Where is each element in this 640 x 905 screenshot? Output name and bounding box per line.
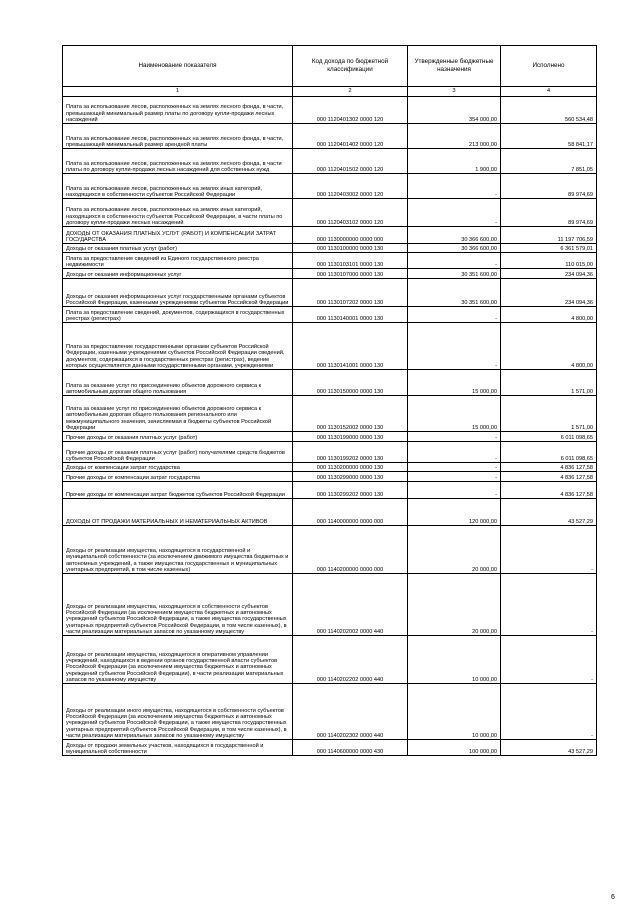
row-approved: 1 900,00 [408, 149, 501, 174]
column-number: 4 [501, 87, 597, 97]
row-name: Плата за предоставление государственными органами субъектов Российской Федерации, казенными учреждениями субъектов Российской Федерации сведений, документов, содержащихся в государственных реестрах (регистрах), ведение которых осуществляется данными государственными органами, учреждениями [63, 323, 293, 370]
row-approved: 100 000,00 [408, 740, 501, 756]
row-code: 000 1130140001 0000 130 [293, 307, 408, 323]
row-code: 000 1120401402 0000 120 [293, 124, 408, 149]
row-approved: - [408, 323, 501, 370]
row-code: 000 1140202302 0000 440 [293, 684, 408, 740]
row-code: 000 1140202002 0000 440 [293, 574, 408, 636]
row-code: 000 1130000000 0000 000 [293, 227, 408, 244]
table-row [63, 149, 597, 174]
row-name: Плата за использование лесов, расположенных на землях лесного фонда, в части платы по договору купли-продажи лесных насаждений для собственных нужд [63, 149, 293, 174]
header-executed: Исполнено [501, 46, 597, 87]
row-executed: 4 836 127,58 [501, 463, 597, 472]
table-row [63, 244, 597, 253]
row-approved: - [408, 472, 501, 482]
row-executed: 1 571,00 [501, 396, 597, 432]
row-code: 000 1140000000 0000 000 [293, 499, 408, 526]
column-number-row [63, 87, 597, 97]
row-name: Доходы от реализации имущества, находящегося в государственной и муниципальной собственности (за исключением движимого имущества бюджетных и автономных учреждений, а также имущества государственных и муниципальных унитарных предприятий, в том числе казенных) [63, 526, 293, 574]
row-approved: - [408, 174, 501, 199]
row-approved: 354 000,00 [408, 97, 501, 124]
row-executed: - [501, 636, 597, 684]
table-row [63, 526, 597, 574]
row-executed: - [501, 574, 597, 636]
row-name: Доходы от реализации имущества, находящегося в оперативном управлении учреждений, находящихся в ведении органов государственной власти субъектов Российской Федерации (за исключением имущества бюджетных и автономных учреждений субъектов Российской Федерации), в части реализации материальных запасов по указанному имуществу [63, 636, 293, 684]
row-code: 000 1130141001 0000 130 [293, 323, 408, 370]
table-row [63, 124, 597, 149]
row-approved: 120 000,00 [408, 499, 501, 526]
row-executed: 4 836 127,58 [501, 482, 597, 499]
column-number: 2 [293, 87, 408, 97]
row-executed: 4 800,00 [501, 307, 597, 323]
row-approved: 30 351 600,00 [408, 269, 501, 279]
row-approved: - [408, 253, 501, 269]
row-name: ДОХОДЫ ОТ ОКАЗАНИЯ ПЛАТНЫХ УСЛУГ (РАБОТ) И КОМПЕНСАЦИИ ЗАТРАТ ГОСУДАРСТВА [63, 227, 293, 244]
header-approved: Утвержденные бюджетные назначения [408, 46, 501, 87]
row-executed: 234 094,36 [501, 279, 597, 307]
row-name: Плата за предоставление сведений, документов, содержащихся в государственных реестрах (регистрах) [63, 307, 293, 323]
row-code: 000 1130103101 0000 130 [293, 253, 408, 269]
row-approved: 15 000,00 [408, 370, 501, 396]
row-name: Плата за использование лесов, расположенных на землях иных категорий, находящихся в собственности субъектов Российской Федерации, в части платы по договору купли-продажи лесных насаждений [63, 199, 293, 227]
table-row [63, 279, 597, 307]
row-approved: 15 000,00 [408, 396, 501, 432]
row-name: Плата за использование лесов, расположенных на землях лесного фонда, в части, превышающей минимальный размер арендной платы [63, 124, 293, 149]
row-approved: 10 000,00 [408, 636, 501, 684]
row-executed: 4 836 127,58 [501, 472, 597, 482]
row-executed: - [501, 526, 597, 574]
row-name: Доходы от реализации имущества, находящегося в собственности субъектов Российской Федерации (за исключением имущества бюджетных и автономных учреждений субъектов Российской Федерации, а также имущества государственных унитарных предприятий субъектов Российской Федерации, в том числе казенных), в части реализации материальных запасов по указанному имуществу [63, 574, 293, 636]
table-row [63, 499, 597, 526]
row-code: 000 1130199000 0000 130 [293, 432, 408, 442]
row-name: Плата за использование лесов, расположенных на землях иных категорий, находящихся в собственности субъектов Российской Федерации [63, 174, 293, 199]
row-executed: 43 527,29 [501, 740, 597, 756]
row-approved: 30 351 600,00 [408, 279, 501, 307]
row-code: 000 1130107000 0000 130 [293, 269, 408, 279]
row-executed: 1 571,00 [501, 370, 597, 396]
table-row [63, 174, 597, 199]
row-approved: 213 000,00 [408, 124, 501, 149]
row-code: 000 1120403002 0000 120 [293, 174, 408, 199]
row-approved: - [408, 482, 501, 499]
row-code: 000 1140200000 0000 000 [293, 526, 408, 574]
table-row [63, 482, 597, 499]
row-executed: 89 974,69 [501, 174, 597, 199]
row-executed: 6 011 098,65 [501, 432, 597, 442]
row-name: Плата за предоставление сведений из Единого государственного реестра недвижимости [63, 253, 293, 269]
table-row [63, 97, 597, 124]
row-code: 000 1130100000 0000 130 [293, 244, 408, 253]
row-executed: - [501, 684, 597, 740]
row-approved: 10 000,00 [408, 684, 501, 740]
row-code: 000 1120403102 0000 120 [293, 199, 408, 227]
table-row [63, 684, 597, 740]
row-code: 000 1130200000 0000 130 [293, 463, 408, 472]
row-name: Плата за оказание услуг по присоединению объектов дорожного сервиса к автомобильным дорогам общего пользования регионального или межмуниципального значения, зачисляемая в бюджеты субъектов Российской Федерации [63, 396, 293, 432]
row-approved: 30 366 600,00 [408, 244, 501, 253]
row-approved: 30 366 600,00 [408, 227, 501, 244]
column-number: 1 [63, 87, 293, 97]
row-executed: 560 534,48 [501, 97, 597, 124]
header-indicator-name: Наименование показателя [63, 46, 293, 87]
table-row [63, 463, 597, 472]
table-header-row [63, 46, 597, 87]
row-executed: 11 197 706,59 [501, 227, 597, 244]
table-row [63, 199, 597, 227]
row-name: Доходы от продажи земельных участков, находящихся в государственной и муниципальной собственности [63, 740, 293, 756]
row-code: 000 1120401302 0000 120 [293, 97, 408, 124]
row-code: 000 1130299000 0000 130 [293, 472, 408, 482]
row-name: Плата за оказание услуг по присоединению объектов дорожного сервиса к автомобильным дорогам общего пользования [63, 370, 293, 396]
table-row [63, 227, 597, 244]
table-row [63, 472, 597, 482]
row-executed: 6 011 098,65 [501, 442, 597, 463]
row-executed: 43 527,29 [501, 499, 597, 526]
table-row [63, 432, 597, 442]
row-executed: 7 851,05 [501, 149, 597, 174]
row-code: 000 1130107202 0000 130 [293, 279, 408, 307]
row-name: Прочие доходы от компенсации затрат бюджетов субъектов Российской Федерации [63, 482, 293, 499]
row-name: Доходы от оказания информационных услуг государственными органами субъектов Российской Федерации, казенными учреждениями субъектов Российской Федерации [63, 279, 293, 307]
column-number: 3 [408, 87, 501, 97]
row-code: 000 1130199202 0000 130 [293, 442, 408, 463]
row-executed: 58 841,17 [501, 124, 597, 149]
row-approved: - [408, 432, 501, 442]
table-row [63, 323, 597, 370]
table-row [63, 370, 597, 396]
row-name: Доходы от компенсации затрат государства [63, 463, 293, 472]
table-row [63, 396, 597, 432]
page-number: 6 [611, 894, 615, 901]
row-code: 000 1140202202 0000 440 [293, 636, 408, 684]
row-code: 000 1130150000 0000 130 [293, 370, 408, 396]
row-name: Доходы от оказания информационных услуг [63, 269, 293, 279]
row-executed: 234 094,36 [501, 269, 597, 279]
row-name: Прочие доходы от компенсации затрат государства [63, 472, 293, 482]
row-executed: 110 015,00 [501, 253, 597, 269]
table-row [63, 740, 597, 756]
row-approved: - [408, 307, 501, 323]
row-name: Прочие доходы от оказания платных услуг (работ) получателями средств бюджетов субъектов Российской Федерации [63, 442, 293, 463]
row-approved: - [408, 199, 501, 227]
row-executed: 89 974,69 [501, 199, 597, 227]
row-name: Прочие доходы от оказания платных услуг (работ) [63, 432, 293, 442]
row-approved: 20 000,00 [408, 574, 501, 636]
row-code: 000 1130299202 0000 130 [293, 482, 408, 499]
table-row [63, 253, 597, 269]
header-revenue-code: Код дохода по бюджетной классификации [293, 46, 408, 87]
row-name: Доходы от оказания платных услуг (работ) [63, 244, 293, 253]
table-row [63, 442, 597, 463]
row-approved: - [408, 463, 501, 472]
row-executed: 6 361 579,01 [501, 244, 597, 253]
row-approved: 20 000,00 [408, 526, 501, 574]
row-code: 000 1130152002 0000 130 [293, 396, 408, 432]
row-approved: - [408, 442, 501, 463]
row-code: 000 1140600000 0000 430 [293, 740, 408, 756]
row-name: Плата за использование лесов, расположенных на землях лесного фонда, в части, превышающей минимальный размер платы по договору купли-продажи лесных насаждений [63, 97, 293, 124]
table-row [63, 307, 597, 323]
row-code: 000 1120401502 0000 120 [293, 149, 408, 174]
budget-revenue-table [62, 45, 597, 756]
row-name: ДОХОДЫ ОТ ПРОДАЖИ МАТЕРИАЛЬНЫХ И НЕМАТЕРИАЛЬНЫХ АКТИВОВ [63, 499, 293, 526]
table-row [63, 574, 597, 636]
row-name: Доходы от реализации иного имущества, находящегося в собственности субъектов Российской Федерации (за исключением имущества бюджетных и автономных учреждений субъектов Российской Федерации, а также имущества государственных унитарных предприятий субъектов Российской Федерации, в том числе казенных), в части реализации материальных запасов по указанному имуществу [63, 684, 293, 740]
table-row [63, 269, 597, 279]
table-row [63, 636, 597, 684]
row-executed: 4 800,00 [501, 323, 597, 370]
